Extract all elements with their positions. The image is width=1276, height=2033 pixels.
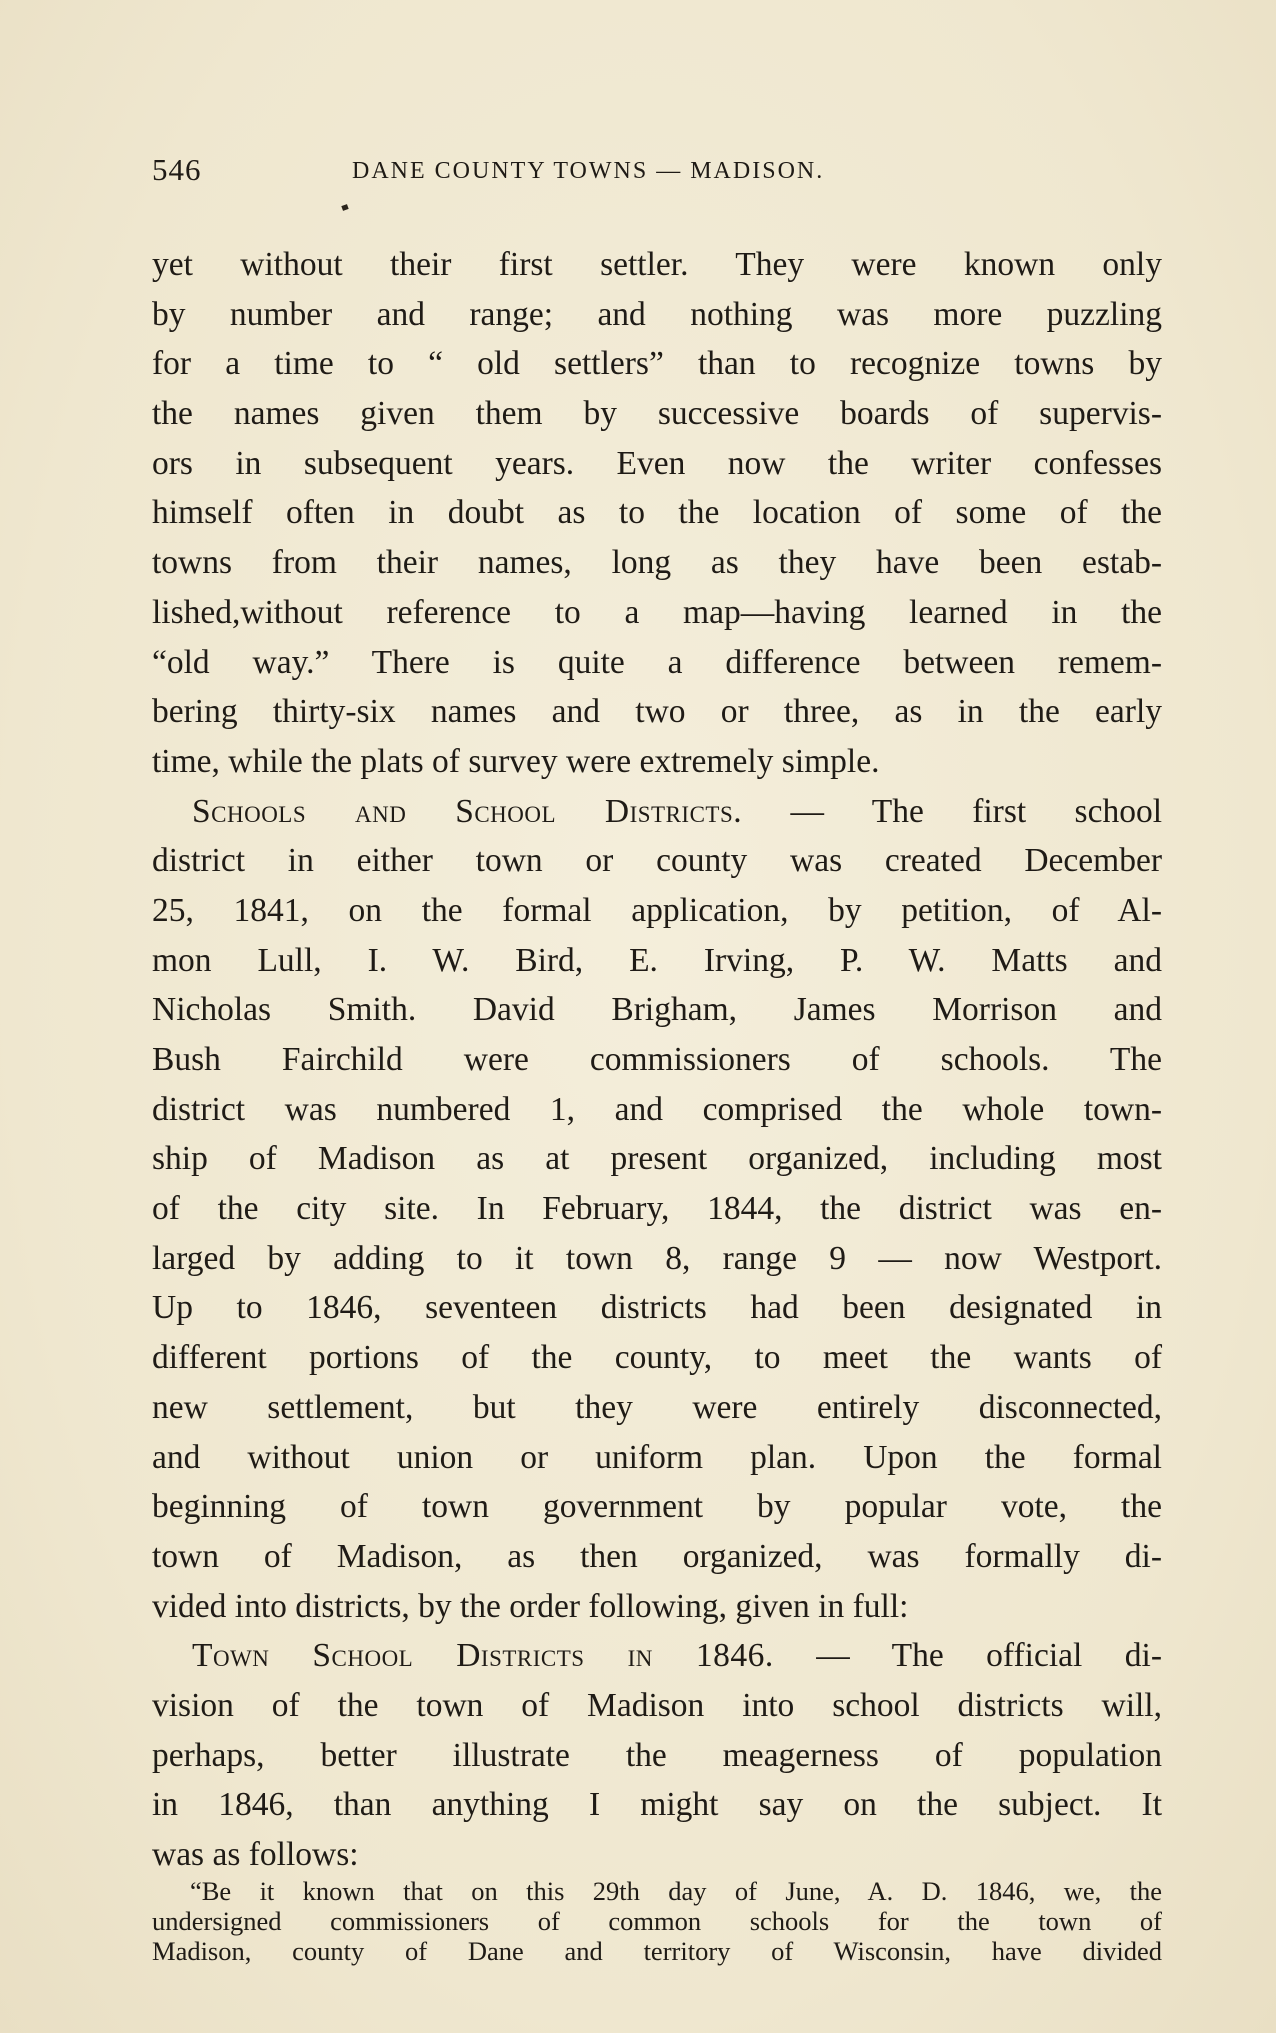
body-text [152,240,1162,1880]
text-line: bering thirty-six names and two or three, as in the early [152,693,1162,731]
quote-line: “Be it known that on this 29th day of June, A. D. 1846, we, the [190,1876,1162,1906]
text-line: larged by adding to it town 8, range 9 — now Westport. [152,1239,1162,1277]
text-line: lished,without reference to a map—having learned in the [152,593,1162,631]
page-header [152,152,1162,200]
text-line: and without union or uniform plan. Upon the formal [152,1438,1162,1476]
text-line: by number and range; and nothing was more puzzling [152,295,1162,333]
text-line: new settlement, but they were entirely disconnected, [152,1388,1162,1426]
text-line: himself often in doubt as to the location of some of the [152,494,1162,532]
text-line: Up to 1846, seventeen districts had been designated in [152,1289,1162,1327]
section-heading-rest: — The official di- [773,1637,1163,1675]
quote-line: undersigned commissioners of common schools for the town of [152,1906,1162,1936]
text-line: “old way.” There is quite a difference between remem- [152,643,1162,681]
section-heading: Town School Districts in 1846. [192,1637,774,1675]
text-line: district was numbered 1, and comprised the whole town- [152,1090,1162,1128]
text-line: the names given them by successive boards of supervis- [152,395,1162,433]
text-line: vided into districts, by the order following, given in full: [152,1587,909,1625]
text-line: yet without their first settler. They were known only [152,246,1162,283]
text-line: of the city site. In February, 1844, the district was en- [152,1190,1162,1228]
text-line: district in either town or county was created December [152,842,1162,880]
text-line: for a time to “ old settlers” than to recognize towns by [152,345,1162,383]
print-mark [341,204,348,211]
text-line: perhaps, better illustrate the meagerness of population [152,1736,1162,1774]
text-line: town of Madison, as then organized, was formally di- [152,1537,1162,1575]
text-line: Nicholas Smith. David Brigham, James Morrison and [152,991,1162,1029]
text-line: 25, 1841, on the formal application, by petition, of Al- [152,891,1162,929]
text-line: time, while the plats of survey were extremely simple. [152,742,880,780]
text-line: mon Lull, I. W. Bird, E. Irving, P. W. Matts and [152,941,1162,979]
text-line: vision of the town of Madison into school districts will, [152,1686,1162,1724]
text-line: different portions of the county, to meet the wants of [152,1339,1162,1377]
text-line: towns from their names, long as they have been estab- [152,544,1162,582]
text-line: was as follows: [152,1836,359,1873]
text-line: Bush Fairchild were commissioners of schools. The [152,1041,1162,1078]
text-line: in 1846, than anything I might say on the subject. It [152,1786,1162,1824]
text-line: ship of Madison as at present organized, including most [152,1140,1162,1178]
quoted-document [152,1876,1162,1966]
page-number: 546 [152,152,202,187]
text-line: ors in subsequent years. Even now the writer confesses [152,444,1162,482]
running-head: DANE COUNTY TOWNS — MADISON. [352,158,825,184]
quote-line: Madison, county of Dane and territory of Wisconsin, have divided [152,1936,1162,1966]
section-heading: Schools and School Districts. [192,792,743,830]
text-line: beginning of town government by popular vote, the [152,1488,1162,1526]
section-heading-rest: — The first school [742,792,1162,830]
section-heading-line [152,787,1162,837]
section-heading-line [152,1631,1162,1681]
